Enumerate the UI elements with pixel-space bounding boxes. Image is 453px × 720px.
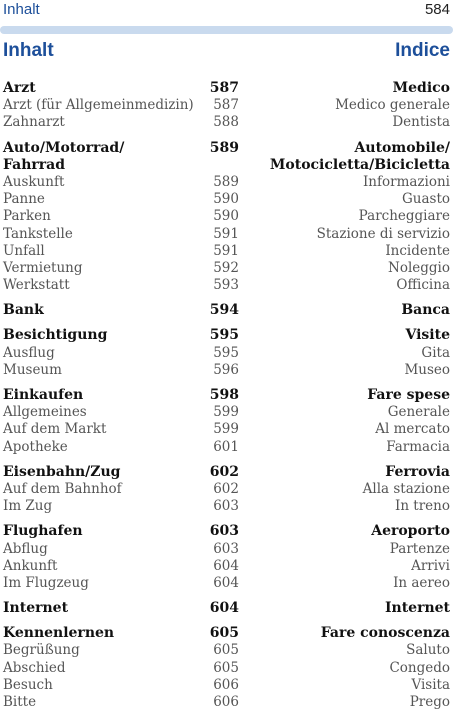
- entry-italian: Congedo: [389, 659, 450, 676]
- toc-entry: [0, 642, 453, 659]
- entry-italian: Partenze: [389, 540, 450, 557]
- toc-entry: [0, 208, 453, 225]
- entry-italian: Saluto: [406, 642, 450, 659]
- entry-german: Besichtigung: [3, 327, 108, 344]
- entry-italian: Internet: [384, 600, 450, 617]
- entry-italian: Visita: [411, 676, 450, 693]
- entry-italian: Visite: [405, 327, 450, 344]
- toc-entry: [0, 97, 453, 114]
- entry-german: Parken: [3, 208, 51, 225]
- entry-page: 605: [213, 659, 239, 676]
- section-heading: [0, 600, 453, 617]
- toc-entry: [0, 345, 453, 362]
- section-heading: [0, 387, 453, 404]
- title-italian: Indice: [395, 40, 450, 61]
- section-heading: [0, 80, 453, 97]
- entry-german: Abflug: [3, 540, 48, 557]
- section-heading: [0, 327, 453, 344]
- section-heading: [0, 523, 453, 540]
- entry-german: Ankunft: [3, 557, 58, 574]
- toc-entry: [0, 260, 453, 277]
- entry-italian: Farmacia: [386, 438, 450, 455]
- entry-page: 603: [213, 498, 239, 515]
- entry-page: 606: [213, 694, 239, 710]
- entry-german: Bank: [3, 302, 44, 319]
- toc-entry: [0, 660, 453, 677]
- toc-entry: [0, 677, 453, 694]
- running-header: [0, 0, 453, 22]
- entry-italian: Incidente: [385, 242, 450, 259]
- entry-italian: Parcheggiare: [358, 208, 450, 225]
- entry-italian: Banca: [401, 302, 450, 319]
- toc-entry: [0, 439, 453, 456]
- entry-german: Werkstatt: [3, 277, 70, 294]
- toc-entry: [0, 481, 453, 498]
- entry-german: Arzt (für Allgemeinmedizin): [3, 97, 194, 114]
- toc-entry: [0, 226, 453, 243]
- running-header-title: Inhalt: [3, 1, 40, 18]
- section-heading: [0, 140, 453, 157]
- title-german: Inhalt: [3, 40, 54, 61]
- entry-german: Unfall: [3, 242, 45, 259]
- entry-italian: Officina: [396, 277, 450, 294]
- entry-italian: In aereo: [393, 574, 450, 591]
- entry-italian: Alla stazione: [362, 480, 450, 497]
- entry-german: Auto/Motorrad/: [3, 139, 125, 156]
- entry-german: Allgemeines: [3, 404, 87, 421]
- entry-italian: Medico: [392, 80, 450, 96]
- entry-german: Eisenbahn/Zug: [3, 463, 121, 480]
- entry-page: 605: [213, 642, 239, 659]
- entry-page: 602: [209, 463, 239, 480]
- toc-entry: [0, 421, 453, 438]
- entry-page: 594: [209, 302, 239, 319]
- entry-page: 601: [213, 438, 239, 455]
- entry-page: 603: [213, 540, 239, 557]
- section-heading-continued: [0, 157, 453, 174]
- entry-italian: Prego: [409, 694, 450, 710]
- entry-german: Besuch: [3, 676, 53, 693]
- entry-page: 589: [209, 139, 239, 156]
- entry-italian: Motocicletta/Bicicletta: [269, 156, 450, 173]
- entry-page: 606: [213, 676, 239, 693]
- entry-german: Museum: [3, 361, 62, 378]
- entry-german: Auf dem Markt: [3, 421, 107, 438]
- entry-german: Auf dem Bahnhof: [3, 480, 122, 497]
- entry-italian: Fare spese: [367, 387, 450, 403]
- entry-page: 605: [209, 625, 239, 642]
- entry-italian: Al mercato: [375, 421, 450, 438]
- entry-german: Arzt: [3, 80, 36, 96]
- entry-italian: Gita: [421, 344, 450, 361]
- entry-page: 599: [213, 421, 239, 438]
- toc-entry: [0, 191, 453, 208]
- entry-german: Ausflug: [3, 344, 55, 361]
- entry-page: 595: [213, 344, 239, 361]
- entry-german: Begrüßung: [3, 642, 80, 659]
- toc-entry: [0, 558, 453, 575]
- toc-entry: [0, 541, 453, 558]
- entry-page: 595: [209, 327, 239, 344]
- entry-italian: Informazioni: [362, 173, 450, 190]
- toc-entry: [0, 277, 453, 294]
- entry-italian: Arrivi: [411, 557, 450, 574]
- entry-page: 588: [213, 114, 239, 131]
- entry-page: 587: [209, 80, 239, 96]
- entry-italian: Medico generale: [335, 97, 450, 114]
- entry-page: 592: [213, 259, 239, 276]
- table-of-contents: [0, 80, 453, 711]
- entry-german: Vermietung: [3, 259, 83, 276]
- entry-german: Internet: [3, 600, 69, 617]
- toc-entry: [0, 174, 453, 191]
- entry-page: 591: [213, 225, 239, 242]
- toc-entry: [0, 362, 453, 379]
- entry-page: 603: [209, 523, 239, 540]
- toc-entry: [0, 575, 453, 592]
- entry-italian: Generale: [387, 404, 450, 421]
- toc-entry: [0, 243, 453, 260]
- entry-italian: Stazione di servizio: [316, 225, 450, 242]
- entry-german: Zahnarzt: [3, 114, 65, 131]
- entry-german: Kennenlernen: [3, 625, 115, 642]
- entry-italian: Ferrovia: [385, 463, 450, 480]
- entry-italian: Aeroporto: [371, 523, 450, 540]
- entry-german: Tankstelle: [3, 225, 73, 242]
- section-heading: [0, 625, 453, 642]
- entry-page: 604: [213, 557, 239, 574]
- header-rule: [0, 26, 453, 34]
- section-heading: [0, 302, 453, 319]
- entry-german: Abschied: [3, 659, 66, 676]
- toc-entry: [0, 498, 453, 515]
- entry-page: 590: [213, 191, 239, 208]
- entry-german: Einkaufen: [3, 387, 84, 403]
- page-number: 584: [424, 1, 450, 18]
- entry-german: Panne: [3, 191, 45, 208]
- entry-page: 602: [213, 480, 239, 497]
- entry-italian: Dentista: [392, 114, 450, 131]
- entry-italian: In treno: [394, 498, 450, 515]
- entry-page: 604: [209, 600, 239, 617]
- entry-page: 587: [213, 97, 239, 114]
- entry-page: 593: [213, 277, 239, 294]
- toc-entry: [0, 694, 453, 711]
- entry-page: 589: [213, 173, 239, 190]
- entry-german: Im Zug: [3, 498, 53, 515]
- entry-page: 599: [213, 404, 239, 421]
- entry-page: 596: [213, 361, 239, 378]
- entry-page: 604: [213, 574, 239, 591]
- entry-german: Flughafen: [3, 523, 83, 540]
- entry-german: Apotheke: [3, 438, 68, 455]
- entry-page: 590: [213, 208, 239, 225]
- entry-italian: Noleggio: [388, 259, 450, 276]
- entry-italian: Guasto: [401, 191, 450, 208]
- entry-german: Bitte: [3, 694, 37, 710]
- entry-page: 591: [213, 242, 239, 259]
- toc-entry: [0, 404, 453, 421]
- entry-german: Im Flugzeug: [3, 574, 89, 591]
- section-heading: [0, 464, 453, 481]
- entry-german: Auskunft: [3, 173, 65, 190]
- entry-italian: Fare conoscenza: [320, 625, 450, 642]
- entry-italian: Automobile/: [354, 139, 450, 156]
- toc-entry: [0, 114, 453, 131]
- entry-page: 598: [209, 387, 239, 403]
- entry-german: Fahrrad: [3, 156, 66, 173]
- entry-italian: Museo: [404, 361, 450, 378]
